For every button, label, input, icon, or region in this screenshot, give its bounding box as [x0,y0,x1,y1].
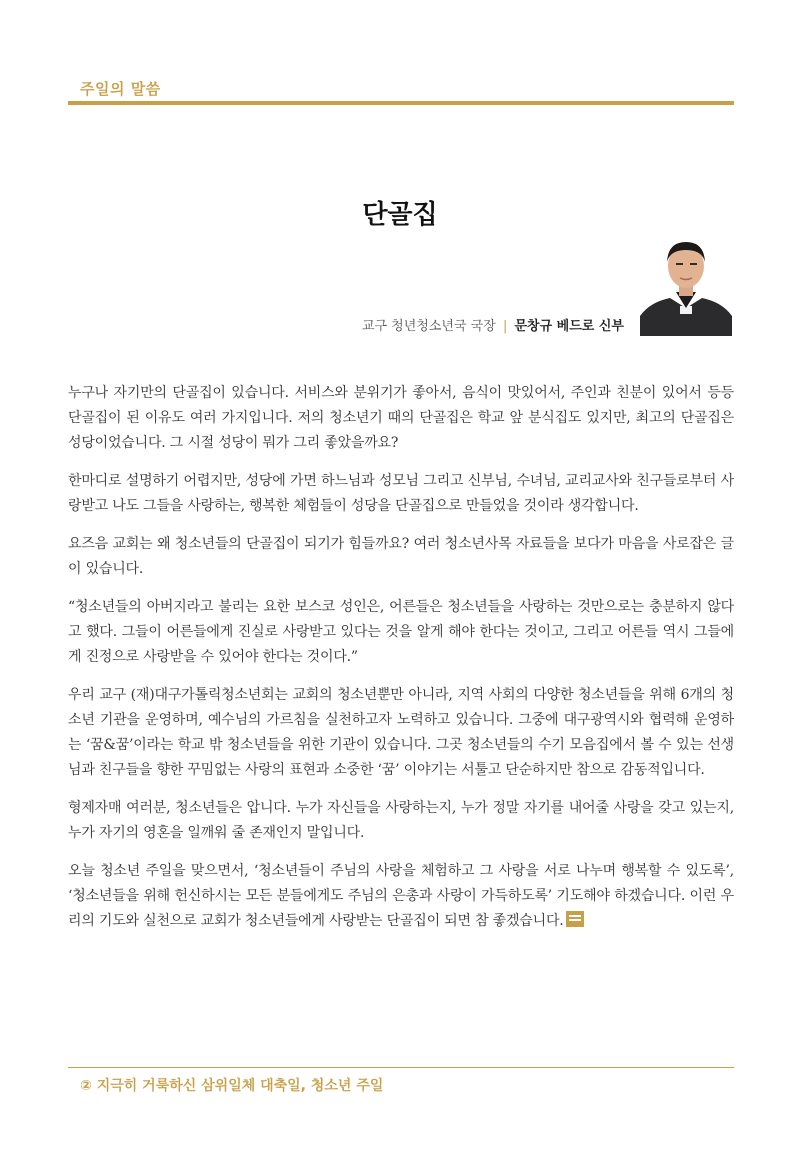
author-portrait [640,228,732,336]
author-separator: | [502,319,508,334]
paragraph: 누구나 자기만의 단골집이 있습니다. 서비스와 분위기가 좋아서, 음식이 맛있어서, 주인과 친분이 있어서 등등 단골집이 된 이유도 여러 가지입니다. 저의 청소년기 때의 단골집은 학교 앞 분식집도 있지만, 최고의 단골집은 성당이었습니다. 그 시절 성당이 뭐가 그리 좋았을까요? [68,385,734,451]
author-role: 교구 청년청소년국 국장 [361,319,496,334]
paragraph-text: 오늘 청소년 주일을 맞으면서, ‘청소년들이 주님의 사랑을 체험하고 그 사랑을 서로 나누며 행복할 수 있도록’, ‘청소년들을 위해 헌신하시는 모든 분들에게도 주님의 은총과 사랑이 가득하도록’ 기도해야 하겠습니다. 이런 우리의 기도와 실천으로 교회가 청소년들에게 사랑받는 단골집이 되면 참 좋겠습니다. [68,863,734,929]
footer-text: ② 지극히 거룩하신 삼위일체 대축일, 청소년 주일 [80,1078,384,1094]
paragraph: 요즈음 교회는 왜 청소년들의 단골집이 되기가 힘들까요? 여러 청소년사목 자료들을 보다가 마음을 사로잡은 글이 있습니다. [68,536,734,577]
section-label: 주일의 말씀 [80,80,161,98]
paragraph: “청소년들의 아버지라고 불리는 요한 보스코 성인은, 어른들은 청소년들을 사랑하는 것만으로는 충분하지 않다고 했다. 그들이 어른들에게 진실로 사랑받고 있다는 것을 알게 해야 한다는 것이고, 그리고 어른들 역시 그들에게 진정으로 사랑받을 수 있어야 한다는 것이다.” [68,599,734,665]
paragraph: 한마디로 설명하기 어렵지만, 성당에 가면 하느님과 성모님 그리고 신부님, 수녀님, 교리교사와 친구들로부터 사랑받고 나도 그들을 사랑하는, 행복한 체험들이 성당을 단골집으로 만들었을 것이라 생각합니다. [68,473,734,514]
article-body [68,381,734,947]
end-mark-icon [566,911,584,927]
paragraph: 우리 교구 (재)대구가톨릭청소년회는 교회의 청소년뿐만 아니라, 지역 사회의 다양한 청소년들을 위해 6개의 청소년 기관을 운영하며, 예수님의 가르침을 실천하고자 노력하고 있습니다. 그중에 대구광역시와 협력해 운영하는 ‘꿈&꿈’이라는 학교 밖 청소년들을 위한 기관이 있습니다. 그곳 청소년들의 수기 모음집에서 볼 수 있는 선생님과 친구들을 향한 꾸밈없는 사랑의 표현과 소중한 ‘꿈’ 이야기는 서툴고 단순하지만 참으로 감동적입니다. [68,687,734,778]
paragraph [68,859,734,934]
footer-divider [68,1067,734,1068]
paragraph: 형제자매 여러분, 청소년들은 압니다. 누가 자신들을 사랑하는지, 누가 정말 자기를 내어줄 사랑을 갖고 있는지, 누가 자기의 영혼을 일깨워 줄 존재인지 말입니다. [68,800,734,841]
page-title: 단골집 [362,200,438,230]
header-divider [68,101,734,105]
author-name: 문창규 베드로 신부 [514,319,624,334]
author-byline [362,315,624,334]
